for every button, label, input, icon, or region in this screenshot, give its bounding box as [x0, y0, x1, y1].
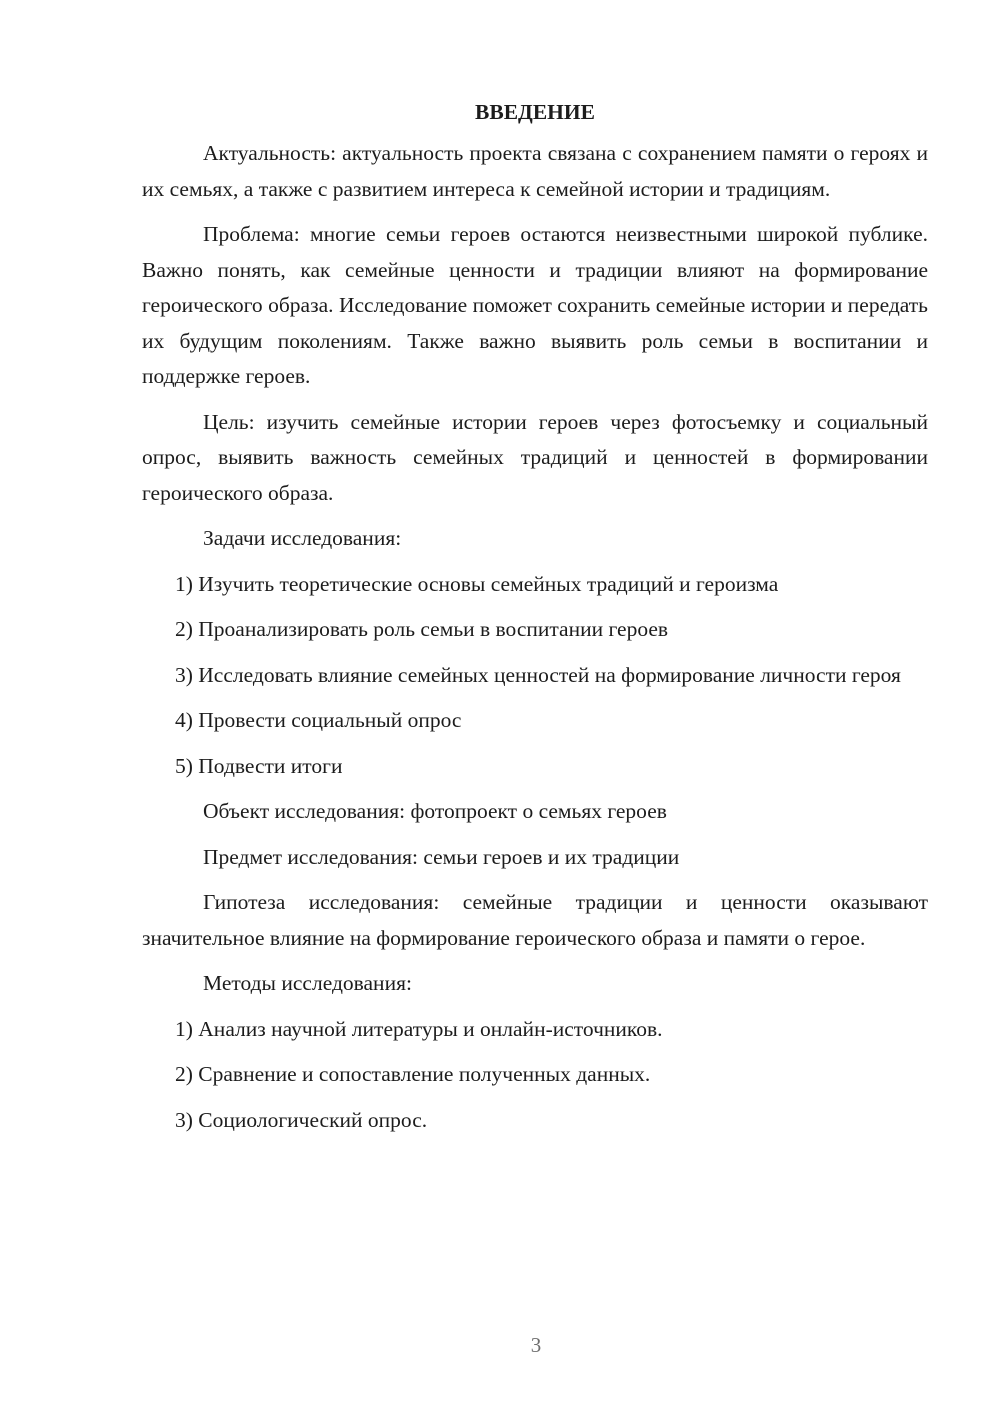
- paragraph-relevance: Актуальность: актуальность проекта связана с сохранением памяти о героях и их семьях, а также с развитием интереса к семейной истории и традициям.: [142, 141, 928, 201]
- paragraph-object: Объект исследования: фотопроект о семьях героев: [203, 799, 667, 823]
- paragraph-subject: Предмет исследования: семьи героев и их традиции: [203, 844, 680, 869]
- list-item-method-1: 1) Анализ научной литературы и онлайн-источников.: [175, 1016, 663, 1041]
- list-item-task-4: 4) Провести социальный опрос: [175, 708, 462, 732]
- section-title: ВВЕДЕНИЕ: [475, 100, 595, 124]
- list-item-method-2: 2) Сравнение и сопоставление полученных данных.: [175, 1062, 651, 1086]
- list-item-method-3: 3) Социологический опрос.: [175, 1107, 428, 1132]
- paragraph-goal: Цель: изучить семейные истории героев через фотосъемку и социальный опрос, выявить важность семейных традиций и ценностей в формировании героического образа.: [142, 409, 928, 505]
- paragraph-problem: Проблема: многие семьи героев остаются неизвестными широкой публике. Важно понять, как семейные ценности и традиции влияют на формирование героического образа. Исследование поможет сохранить семейные истории и передать их будущим поколениям. Также важно выявить роль семьи в воспитании и поддержке героев.: [142, 222, 928, 388]
- list-item-task-5: 5) Подвести итоги: [175, 753, 343, 778]
- list-item-task-3: 3) Исследовать влияние семейных ценностей на формирование личности героя: [175, 662, 901, 687]
- list-item-task-2: 2) Проанализировать роль семьи в воспитании героев: [175, 617, 669, 641]
- paragraph-methods-heading: Методы исследования:: [203, 971, 412, 995]
- list-item-task-1: 1) Изучить теоретические основы семейных традиций и героизма: [175, 571, 779, 596]
- page-content: [142, 96, 928, 1148]
- paragraph-hypothesis: Гипотеза исследования: семейные традиции и ценности оказывают значительное влияние на формирование героического образа и памяти о герое.: [142, 890, 928, 950]
- paragraph-tasks-heading: Задачи исследования:: [203, 526, 402, 550]
- page-number: 3: [530, 1333, 542, 1357]
